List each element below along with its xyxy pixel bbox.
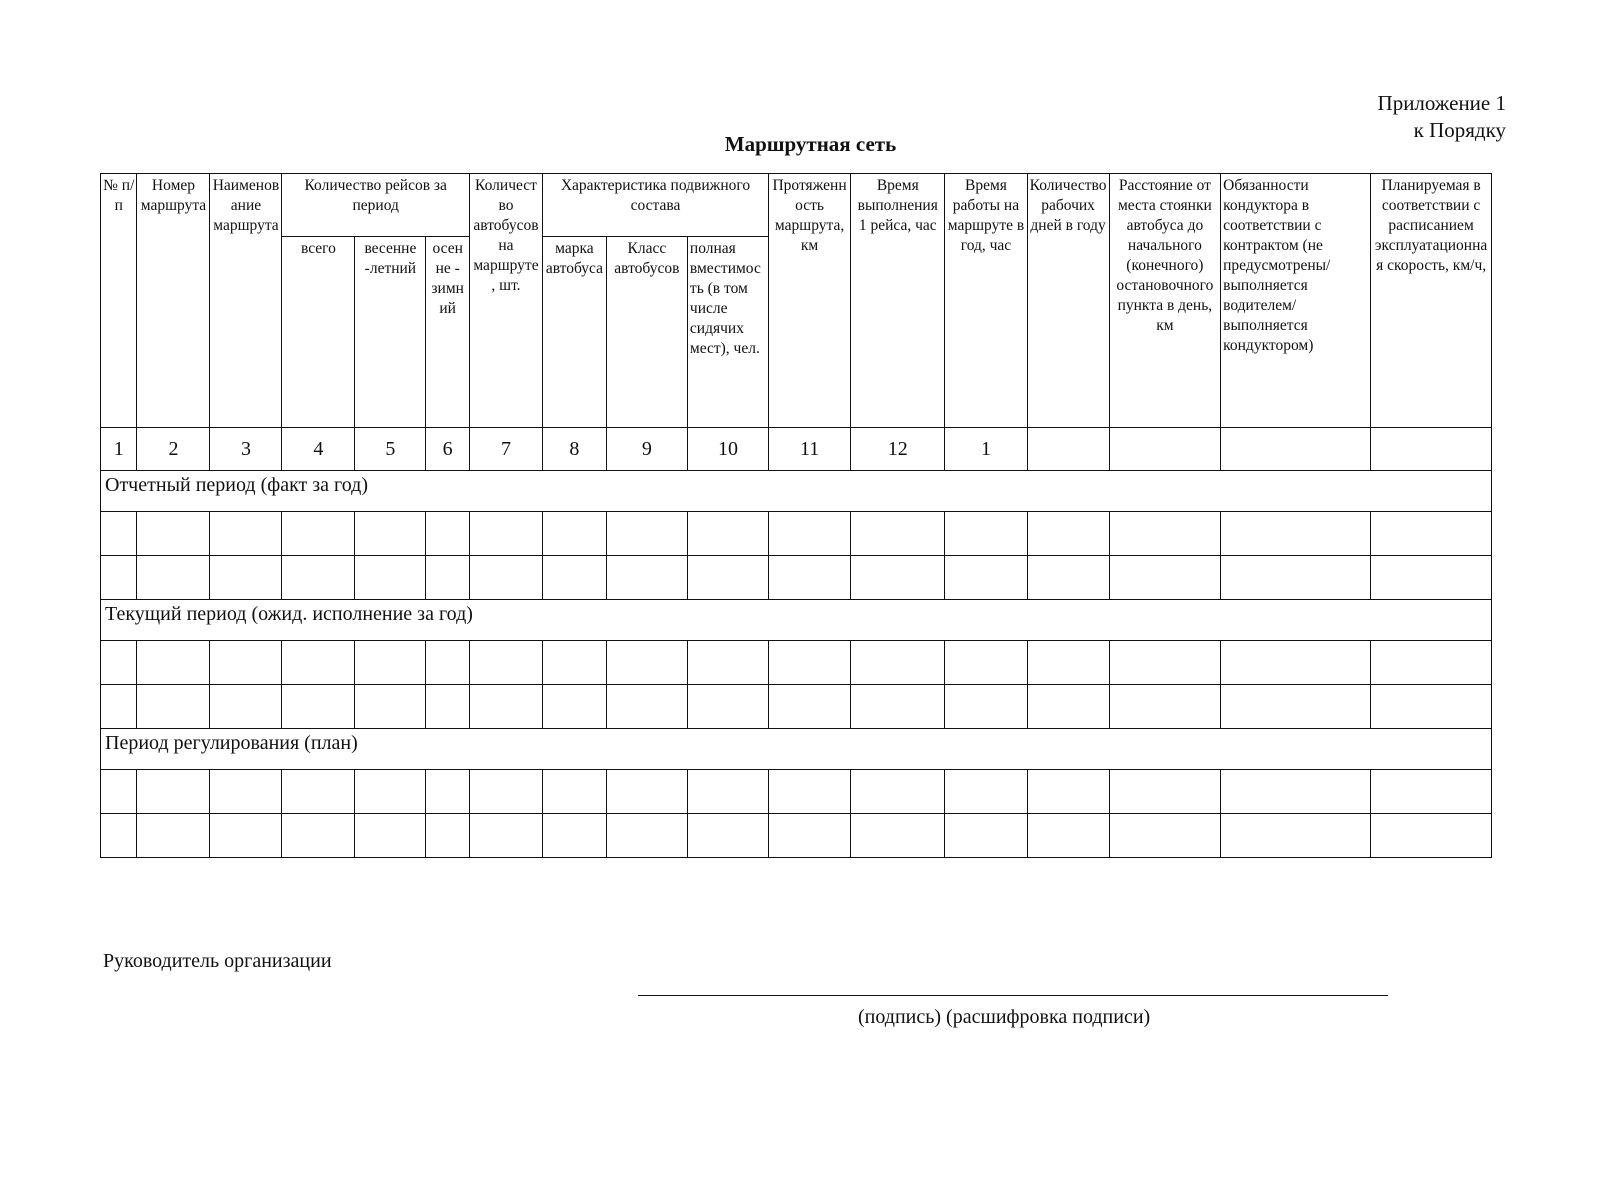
table-cell[interactable] (945, 685, 1027, 729)
document-title: Маршрутная сеть (724, 132, 897, 156)
table-cell[interactable] (1221, 556, 1371, 600)
table-cell[interactable] (355, 641, 426, 685)
table-cell[interactable] (426, 685, 470, 729)
table-cell[interactable] (687, 641, 768, 685)
table-cell[interactable] (282, 770, 355, 814)
table-cell[interactable] (851, 556, 945, 600)
table-row (101, 556, 1492, 600)
table-cell[interactable] (606, 685, 687, 729)
table-cell[interactable] (137, 641, 210, 685)
table-cell[interactable] (851, 685, 945, 729)
table-row (101, 814, 1492, 858)
table-cell[interactable] (851, 512, 945, 556)
table-cell[interactable] (945, 512, 1027, 556)
header-cell: Количество автобусов на маршруте, шт. (469, 174, 542, 428)
table-cell[interactable] (426, 814, 470, 858)
table-cell[interactable] (1027, 556, 1109, 600)
section-row-current (101, 600, 1492, 641)
table-cell[interactable] (282, 512, 355, 556)
manager-signature-label: Руководитель организации (103, 950, 332, 972)
column-number: 1 (101, 428, 137, 471)
header-cell: Наименование маршрута (210, 174, 282, 428)
table-cell[interactable] (687, 814, 768, 858)
table-cell[interactable] (851, 814, 945, 858)
column-number (1371, 428, 1492, 471)
table-row (101, 770, 1492, 814)
table-cell[interactable] (769, 685, 851, 729)
header-cell: № п/п (101, 174, 137, 428)
table-cell[interactable] (687, 512, 768, 556)
table-cell[interactable] (137, 770, 210, 814)
table-cell[interactable] (1221, 814, 1371, 858)
header-subcell: полная вместимость (в том числе сидячих мест), чел. (687, 237, 768, 428)
signature-caption: (подпись) (расшифровка подписи) (858, 1006, 1151, 1028)
column-number (1027, 428, 1109, 471)
appendix-line-2: к Порядку (1413, 118, 1506, 142)
table-cell[interactable] (851, 770, 945, 814)
column-number: 11 (769, 428, 851, 471)
table-cell[interactable] (945, 641, 1027, 685)
column-number: 9 (606, 428, 687, 471)
table-cell[interactable] (101, 814, 137, 858)
table-cell[interactable] (137, 814, 210, 858)
table-cell[interactable] (606, 814, 687, 858)
table-cell[interactable] (282, 685, 355, 729)
table-row (101, 641, 1492, 685)
table-cell[interactable] (1109, 770, 1221, 814)
header-cell: Количество рабочих дней в году (1027, 174, 1109, 428)
table-cell[interactable] (1371, 641, 1492, 685)
header-cell: Протяженность маршрута, км (769, 174, 851, 428)
section-title: Период регулирования (план) (101, 729, 1492, 770)
table-cell[interactable] (769, 770, 851, 814)
table-cell[interactable] (1221, 770, 1371, 814)
header-group-cell: Характеристика подвижного состава (542, 174, 768, 237)
column-number: 4 (282, 428, 355, 471)
table-cell[interactable] (137, 685, 210, 729)
table-cell[interactable] (1371, 814, 1492, 858)
table-cell[interactable] (1027, 641, 1109, 685)
table-cell[interactable] (1027, 814, 1109, 858)
column-number: 10 (687, 428, 768, 471)
table-cell[interactable] (606, 512, 687, 556)
table-cell[interactable] (210, 556, 282, 600)
table-cell[interactable] (355, 685, 426, 729)
table-cell[interactable] (1109, 556, 1221, 600)
column-number: 3 (210, 428, 282, 471)
table-cell[interactable] (945, 770, 1027, 814)
table-cell[interactable] (687, 685, 768, 729)
table-cell[interactable] (282, 814, 355, 858)
table-cell[interactable] (1371, 512, 1492, 556)
table-cell[interactable] (355, 556, 426, 600)
table-cell[interactable] (542, 641, 606, 685)
header-cell: Планируемая в соответствии с расписанием эксплуатационная скорость, км/ч, (1371, 174, 1492, 428)
table-cell[interactable] (469, 512, 542, 556)
table-cell[interactable] (101, 512, 137, 556)
table-cell[interactable] (469, 814, 542, 858)
table-cell[interactable] (1221, 512, 1371, 556)
header-group-cell: Количество рейсов за период (282, 174, 470, 237)
header-row-1 (101, 174, 1492, 237)
table-cell[interactable] (355, 814, 426, 858)
table-row (101, 512, 1492, 556)
table-cell[interactable] (1221, 685, 1371, 729)
section-row-regulation (101, 729, 1492, 770)
signature-line (638, 995, 1388, 996)
table-cell[interactable] (210, 814, 282, 858)
table-cell[interactable] (137, 512, 210, 556)
table-cell[interactable] (101, 641, 137, 685)
table-cell[interactable] (1371, 685, 1492, 729)
table-cell[interactable] (469, 685, 542, 729)
table-cell[interactable] (1371, 770, 1492, 814)
table-cell[interactable] (355, 512, 426, 556)
table-cell[interactable] (851, 641, 945, 685)
table-cell[interactable] (426, 556, 470, 600)
section-title: Отчетный период (факт за год) (101, 471, 1492, 512)
table-cell[interactable] (542, 556, 606, 600)
table-cell[interactable] (101, 770, 137, 814)
column-number-row (101, 428, 1492, 471)
table-cell[interactable] (542, 685, 606, 729)
header-cell: Номер маршрута (137, 174, 210, 428)
header-cell: Время выполнения 1 рейса, час (851, 174, 945, 428)
table-cell[interactable] (282, 641, 355, 685)
route-network-table (100, 173, 1492, 858)
table-cell[interactable] (542, 770, 606, 814)
header-subcell: всего (282, 237, 355, 428)
header-subcell: весенне -летний (355, 237, 426, 428)
table-cell[interactable] (282, 556, 355, 600)
table-cell[interactable] (426, 641, 470, 685)
table-cell[interactable] (606, 770, 687, 814)
column-number (1109, 428, 1221, 471)
table-cell[interactable] (210, 770, 282, 814)
table-cell[interactable] (945, 814, 1027, 858)
table-cell[interactable] (101, 556, 137, 600)
table-cell[interactable] (101, 685, 137, 729)
table-cell[interactable] (769, 512, 851, 556)
table-cell[interactable] (210, 512, 282, 556)
table-cell[interactable] (1109, 685, 1221, 729)
table-cell[interactable] (1221, 641, 1371, 685)
header-subcell: осенне - зимний (426, 237, 470, 428)
table-cell[interactable] (137, 556, 210, 600)
table-cell[interactable] (687, 556, 768, 600)
column-number (1221, 428, 1371, 471)
table-cell[interactable] (469, 556, 542, 600)
table-cell[interactable] (1027, 685, 1109, 729)
table-cell[interactable] (769, 814, 851, 858)
column-number: 5 (355, 428, 426, 471)
table-cell[interactable] (426, 770, 470, 814)
table-cell[interactable] (426, 512, 470, 556)
table-cell[interactable] (469, 641, 542, 685)
table-cell[interactable] (1109, 512, 1221, 556)
table-cell[interactable] (606, 641, 687, 685)
table-cell[interactable] (355, 770, 426, 814)
header-subcell: марка автобуса (542, 237, 606, 428)
column-number: 12 (851, 428, 945, 471)
table-cell[interactable] (1027, 770, 1109, 814)
table-cell[interactable] (1109, 814, 1221, 858)
table-cell[interactable] (542, 512, 606, 556)
table-cell[interactable] (769, 556, 851, 600)
header-cell: Обязанности кондуктора в соответствии с контрактом (не предусмотрены/выполняется водителем/выполняется кондуктором) (1221, 174, 1371, 428)
column-number: 8 (542, 428, 606, 471)
table-cell[interactable] (945, 556, 1027, 600)
column-number: 6 (426, 428, 470, 471)
table-cell[interactable] (687, 770, 768, 814)
column-number: 7 (469, 428, 542, 471)
table-cell[interactable] (769, 641, 851, 685)
appendix-line-1: Приложение 1 (1377, 91, 1506, 115)
header-cell: Время работы на маршруте в год, час (945, 174, 1027, 428)
table-cell[interactable] (542, 814, 606, 858)
table-cell[interactable] (1371, 556, 1492, 600)
table-cell[interactable] (210, 641, 282, 685)
table-cell[interactable] (606, 556, 687, 600)
header-subcell: Класс автобусов (606, 237, 687, 428)
section-row-reporting (101, 471, 1492, 512)
table-cell[interactable] (1027, 512, 1109, 556)
column-number: 2 (137, 428, 210, 471)
section-title: Текущий период (ожид. исполнение за год) (101, 600, 1492, 641)
table-cell[interactable] (1109, 641, 1221, 685)
table-cell[interactable] (469, 770, 542, 814)
table-row (101, 685, 1492, 729)
table-cell[interactable] (210, 685, 282, 729)
header-cell: Расстояние от места стоянки автобуса до начального (конечного) остановочного пункта в день, км (1109, 174, 1221, 428)
column-number: 1 (945, 428, 1027, 471)
